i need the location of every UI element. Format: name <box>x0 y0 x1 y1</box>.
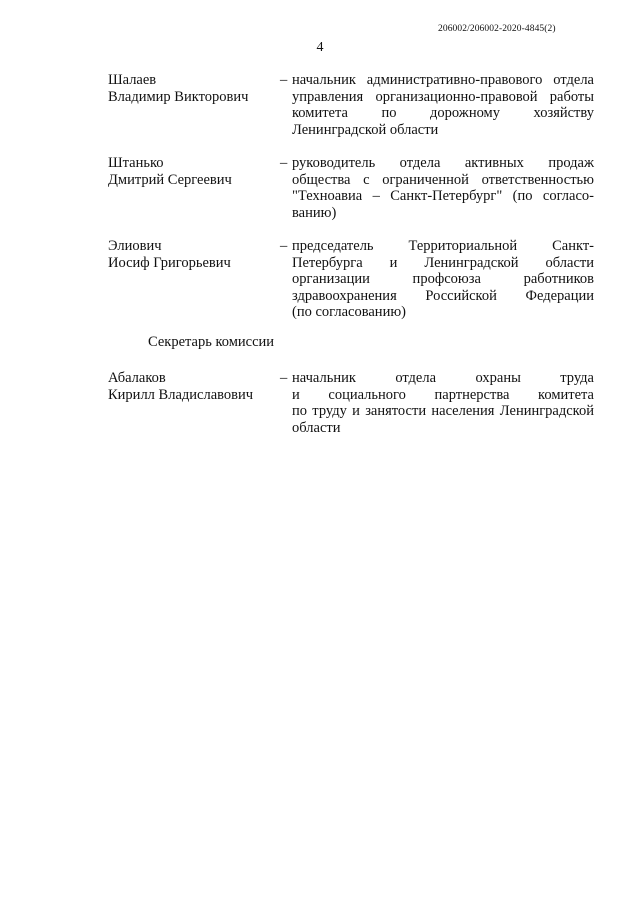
member-name <box>108 72 273 105</box>
position-line: области <box>292 419 341 436</box>
position-line: начальник отдела охраны труда <box>292 370 594 386</box>
position-line: начальник административно-правового отдела <box>292 72 594 88</box>
dash-separator: – <box>280 72 288 88</box>
member-surname: Шалаев <box>108 72 157 88</box>
member-name <box>108 238 273 271</box>
member-position <box>292 72 594 138</box>
member-surname: Штанько <box>108 155 164 171</box>
position-line: "Техноавиа – Санкт-Петербург" (по согласо- <box>292 188 594 205</box>
member-surname: Абалаков <box>108 370 166 386</box>
dash-separator: – <box>280 370 288 386</box>
member-given-names: Владимир Викторович <box>108 88 249 105</box>
position-line: по труду и занятости населения Ленинградской <box>292 403 594 420</box>
member-surname: Элиович <box>108 238 162 254</box>
position-line: организации профсоюза работников <box>292 271 594 288</box>
member-given-names: Иосиф Григорьевич <box>108 254 231 271</box>
page-number: 4 <box>316 40 324 55</box>
position-line: председатель Территориальной Санкт- <box>292 238 594 254</box>
position-line: управления организационно-правовой работы <box>292 88 594 105</box>
member-given-names: Дмитрий Сергеевич <box>108 171 232 188</box>
dash-separator: – <box>280 238 288 254</box>
member-position <box>292 238 594 321</box>
position-line: (по согласованию) <box>292 304 406 321</box>
secretary-section-title: Секретарь комиссии <box>148 334 275 350</box>
member-name <box>108 370 273 403</box>
member-position <box>292 370 594 436</box>
dash-separator: – <box>280 155 288 171</box>
position-line: комитета по дорожному хозяйству <box>292 105 594 122</box>
position-line: здравоохранения Российской Федерации <box>292 287 594 304</box>
position-line: руководитель отдела активных продаж <box>292 155 594 171</box>
member-given-names: Кирилл Владиславович <box>108 386 254 403</box>
position-line: ванию) <box>292 204 337 221</box>
document-id: 206002/206002-2020-4845(2) <box>438 24 556 34</box>
member-position <box>292 155 594 221</box>
position-line: Ленинградской области <box>292 121 439 138</box>
member-name <box>108 155 273 188</box>
position-line: Петербурга и Ленинградской области <box>292 254 594 271</box>
position-line: и социального партнерства комитета <box>292 386 594 403</box>
position-line: общества с ограниченной ответственностью <box>292 171 594 188</box>
